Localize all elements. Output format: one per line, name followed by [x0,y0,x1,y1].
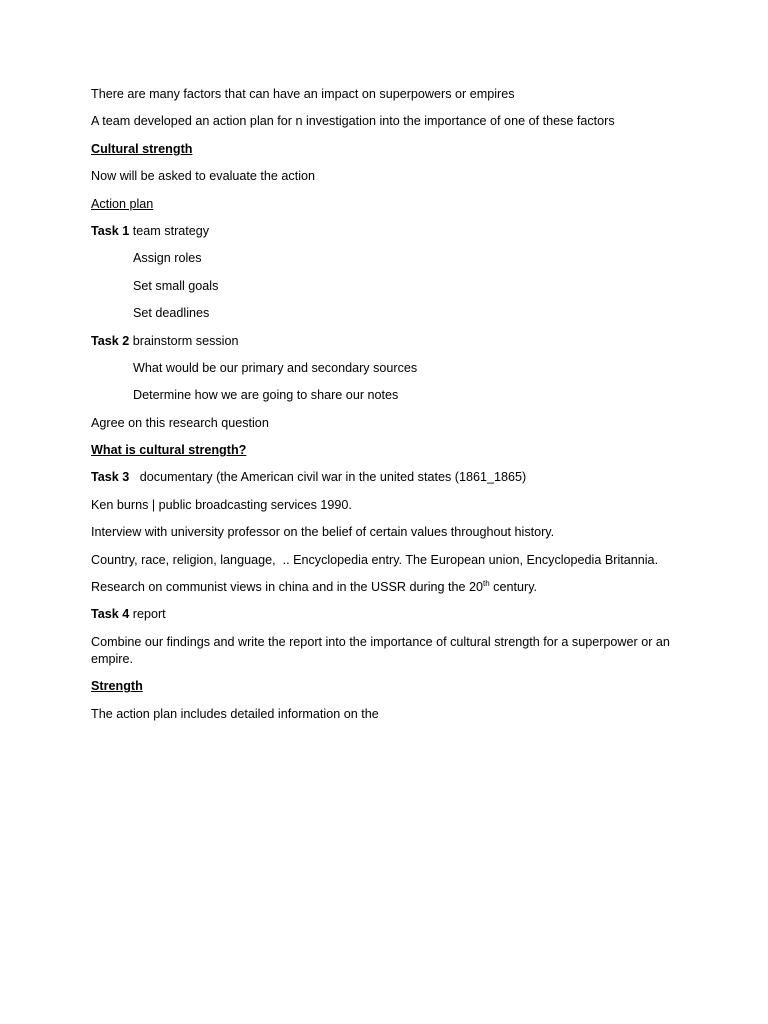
task-1-line [91,223,681,240]
task-4-text: report [129,607,166,622]
task-3-label: Task 3 [91,470,130,485]
final-line: The action plan includes detailed information on the [91,706,379,721]
task-1-item: Assign roles [133,251,202,266]
agree-line: Agree on this research question [91,415,269,430]
combine-line: Combine our findings and write the report into the importance of cultural strength for a superpower or an empire. [91,634,670,666]
document-body [91,86,681,733]
task-2-line [91,333,681,350]
research-line-end: century. [489,580,538,595]
plan-description-line: A team developed an action plan for n investigation into the importance of one of these factors [91,114,615,129]
task-1-item: Set deadlines [133,306,210,321]
task-1-item: Set small goals [133,278,219,293]
task-4-line [91,606,681,623]
task-3-line [91,469,681,486]
heading-action-plan: Action plan [91,196,154,211]
task-2-text: brainstorm session [129,333,239,348]
task-1-text: team strategy [129,223,210,238]
evaluate-line: Now will be asked to evaluate the action [91,169,316,184]
task-1-label: Task 1 [91,223,130,238]
interview-line: Interview with university professor on the belief of certain values throughout history. [91,525,555,540]
task-3-text: documentary (the American civil war in the united states (1861_1865) [129,470,527,485]
task-2-item: Determine how we are going to share our notes [133,388,399,403]
ken-burns-line: Ken burns | public broadcasting services 1990. [91,497,352,512]
task-4-label: Task 4 [91,607,130,622]
heading-research-question: What is cultural strength? [91,443,247,458]
research-line-superscript: th [483,579,490,589]
research-line [91,579,681,596]
task-2-label: Task 2 [91,333,130,348]
heading-strength: Strength [91,679,143,694]
heading-cultural-strength: Cultural strength [91,141,193,156]
intro-line: There are many factors that can have an impact on superpowers or empires [91,87,515,101]
research-line-text: Research on communist views in china and in the USSR during the 20 [91,580,484,595]
encyclopedia-line: Country, race, religion, language, .. Encyclopedia entry. The European union, Encyclopedia Britannia. [91,552,659,567]
task-2-item: What would be our primary and secondary sources [133,360,418,375]
